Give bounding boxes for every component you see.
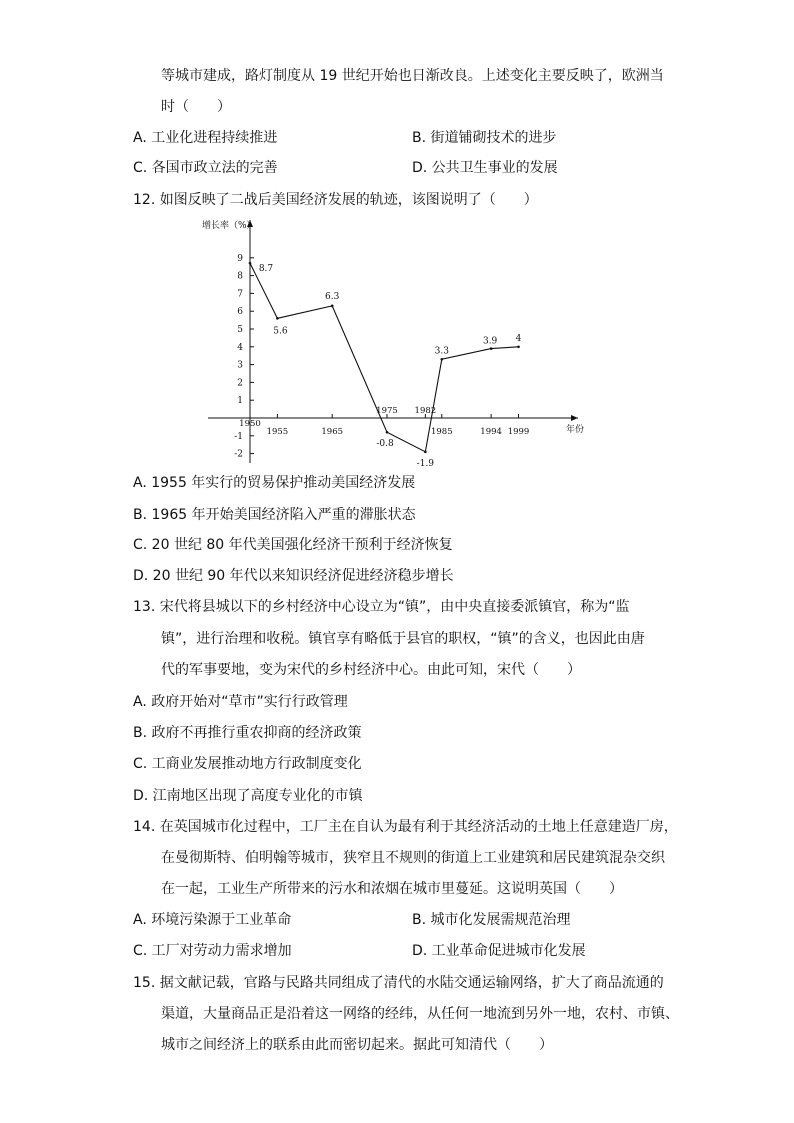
y-tick-label: -2 — [234, 449, 243, 460]
q14-option-a: A. 环境污染源于工业革命 — [133, 912, 292, 928]
data-point — [490, 347, 493, 350]
q15-stem-line-3: 城市之间经济上的联系由此而密切起来。据此可知清代（ ） — [161, 1037, 553, 1053]
series-line — [250, 263, 519, 452]
q14-option-b: B. 城市化发展需规范治理 — [412, 912, 571, 928]
q11-option-c: C. 各国市政立法的完善 — [133, 160, 278, 176]
q12-option-b: B. 1965 年开始美国经济陷入严重的滞胀状态 — [133, 507, 416, 523]
q14-stem-line-3: 在一起，工业生产所带来的污水和浓烟在城市里蔓延。这说明英国（ ） — [161, 881, 623, 897]
q12-option-d: D. 20 世纪 90 年代以来知识经济促进经济稳步增长 — [133, 568, 454, 584]
y-tick-label: 6 — [237, 307, 243, 318]
q11-option-a: A. 工业化进程持续推进 — [133, 130, 278, 146]
data-point — [249, 262, 252, 265]
x-tick-label: 1999 — [507, 427, 530, 437]
data-label: -1.9 — [416, 458, 435, 469]
x-tick-label: 1965 — [321, 427, 344, 437]
q14-option-c: C. 工厂对劳动力需求增加 — [133, 943, 292, 959]
y-tick-label: 1 — [237, 396, 243, 407]
q15-stem-line-2: 渠道，大量商品正是沿着这一网络的经纬，从任何一地流到另外一地，农村、市镇、 — [161, 1006, 679, 1022]
data-label: 3.3 — [434, 346, 449, 357]
data-label: 3.9 — [482, 336, 498, 347]
y-tick-label: 7 — [237, 289, 243, 300]
y-tick-label: 2 — [237, 378, 243, 389]
data-point — [517, 346, 520, 349]
us-growth-line-chart — [200, 212, 600, 470]
q13-stem-line-1: 13. 宋代将县城以下的乡村经济中心设立为“镇”，由中央直接委派镇官，称为“监 — [133, 599, 630, 615]
data-label: 4 — [515, 333, 522, 344]
x-tick-label: 1985 — [430, 427, 453, 437]
data-point — [276, 317, 279, 320]
x-tick-label: 1950 — [239, 419, 261, 429]
q12-option-c: C. 20 世纪 80 年代美国强化经济干预利于经济恢复 — [133, 537, 453, 553]
y-tick-label: 9 — [237, 253, 243, 264]
x-tick-label: 1982 — [414, 406, 437, 416]
x-axis-title: 年份 — [566, 425, 585, 435]
y-tick-label: 8 — [237, 271, 243, 282]
data-point — [424, 451, 427, 454]
data-label: 6.3 — [325, 291, 340, 302]
q11-stem-line-1: 等城市建成，路灯制度从 19 世纪开始也日渐改良。上述变化主要反映了，欧洲当 — [161, 68, 664, 84]
q12-stem: 12. 如图反映了二战后美国经济发展的轨迹，该图说明了（ ） — [133, 192, 538, 208]
data-label: 8.7 — [258, 264, 274, 275]
q13-stem-line-2: 镇”，进行治理和收税。镇官享有略低于县官的职权，“镇”的含义，也因此由唐 — [161, 631, 645, 647]
y-tick-label: 4 — [237, 342, 243, 353]
q14-stem-line-2: 在曼彻斯特、伯明翰等城市，狭窄且不规则的街道上工业建筑和居民建筑混杂交织 — [161, 850, 665, 866]
q11-option-b: B. 街道铺砌技术的进步 — [412, 130, 557, 146]
y-tick-label: 3 — [237, 360, 243, 371]
data-label: 5.6 — [273, 326, 288, 337]
y-tick-label: 5 — [237, 325, 243, 335]
y-tick-label: -1 — [234, 431, 243, 442]
x-axis-arrow — [571, 415, 578, 421]
q14-option-d: D. 工业革命促进城市化发展 — [412, 943, 586, 959]
q13-option-d: D. 江南地区出现了高度专业化的市镇 — [133, 788, 363, 804]
q13-option-c: C. 工商业发展推动地方行政制度变化 — [133, 756, 362, 772]
q13-option-a: A. 政府开始对“草市”实行行政管理 — [133, 694, 348, 710]
q11-stem-line-2: 时（ ） — [161, 99, 231, 115]
data-point — [331, 305, 334, 308]
x-tick-label: 1994 — [480, 427, 502, 437]
q13-option-b: B. 政府不再推行重农抑商的经济政策 — [133, 725, 362, 741]
data-point — [441, 358, 444, 361]
data-point — [386, 431, 389, 434]
q15-stem-line-1: 15. 据文献记载，官路与民路共同组成了清代的水陆交通运输网络，扩大了商品流通的 — [133, 975, 664, 991]
q11-option-d: D. 公共卫生事业的发展 — [412, 160, 558, 176]
q14-stem-line-1: 14. 在英国城市化过程中，工厂主在自认为最有利于其经济活动的土地上任意建造厂房， — [133, 819, 678, 835]
x-tick-label: 1975 — [376, 406, 398, 416]
q13-stem-line-3: 代的军事要地，变为宋代的乡村经济中心。由此可知，宋代（ ） — [161, 662, 581, 678]
q12-option-a: A. 1955 年实行的贸易保护推动美国经济发展 — [133, 475, 416, 491]
data-label: -0.8 — [376, 439, 394, 450]
y-axis-title: 增长率（%） — [202, 221, 256, 231]
x-tick-label: 1955 — [266, 427, 289, 437]
